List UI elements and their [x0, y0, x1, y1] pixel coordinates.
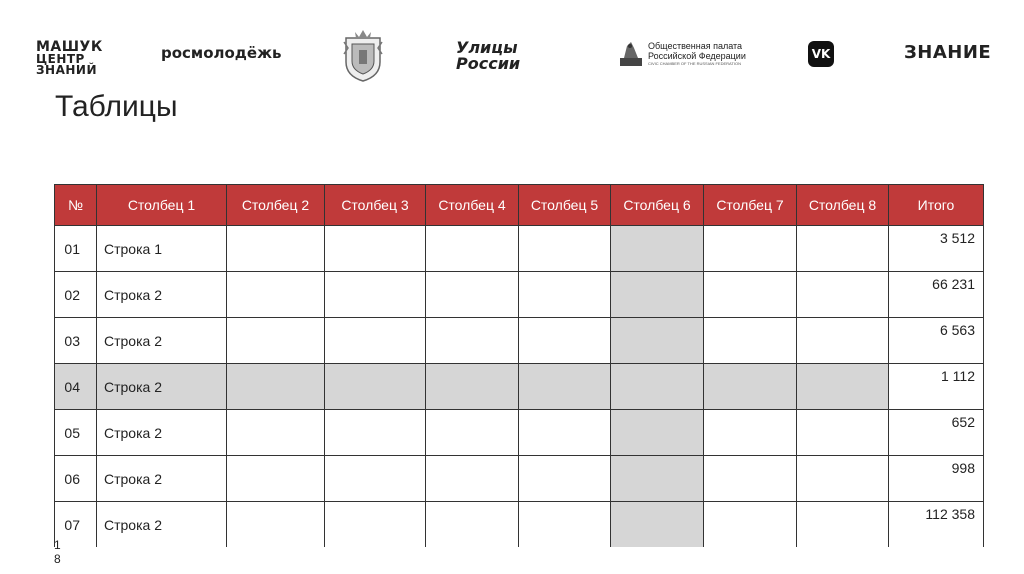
table-cell	[704, 364, 797, 410]
table-cell	[519, 226, 611, 272]
header-cell: Столбец 5	[519, 185, 611, 226]
data-table	[54, 184, 984, 547]
row-total: 6 563	[889, 318, 984, 364]
table-cell	[704, 226, 797, 272]
header-cell: №	[55, 185, 97, 226]
table-row	[55, 226, 984, 272]
table-cell	[426, 318, 519, 364]
table-cell	[325, 410, 426, 456]
row-number: 02	[55, 272, 97, 318]
row-number: 03	[55, 318, 97, 364]
table-cell	[797, 226, 889, 272]
table-cell	[611, 364, 704, 410]
row-label: Строка 2	[97, 318, 227, 364]
table-cell	[797, 502, 889, 548]
row-label: Строка 1	[97, 226, 227, 272]
table-cell	[227, 456, 325, 502]
row-number: 01	[55, 226, 97, 272]
table-cell	[227, 272, 325, 318]
row-label: Строка 2	[97, 410, 227, 456]
table-row	[55, 502, 984, 548]
znanie-logo: ЗНАНИЕ	[904, 42, 992, 63]
mashuk-logo: МАШУК ЦЕНТР ЗНАНИЙ	[36, 39, 103, 77]
table-cell	[797, 410, 889, 456]
table-header-row	[55, 185, 984, 226]
table-cell	[426, 272, 519, 318]
ulitsy-rossii-logo: Улицы России	[456, 38, 521, 73]
table-cell	[426, 456, 519, 502]
row-total: 1 112	[889, 364, 984, 410]
row-total: 998	[889, 456, 984, 502]
table-cell	[611, 502, 704, 548]
table-cell	[704, 456, 797, 502]
table-cell	[325, 226, 426, 272]
table-cell	[519, 410, 611, 456]
header-cell: Столбец 3	[325, 185, 426, 226]
table-cell	[227, 502, 325, 548]
table-cell	[519, 502, 611, 548]
header-cell: Столбец 8	[797, 185, 889, 226]
table-row-highlighted	[55, 364, 984, 410]
table-cell	[426, 410, 519, 456]
row-number: 06	[55, 456, 97, 502]
row-number: 04	[55, 364, 97, 410]
row-total: 112 358	[889, 502, 984, 548]
table-cell	[325, 318, 426, 364]
table-cell	[704, 502, 797, 548]
table-cell	[797, 272, 889, 318]
table-cell	[519, 364, 611, 410]
table-row	[55, 410, 984, 456]
rosmolodezh-logo: росмолодёжь	[161, 44, 282, 62]
table-row	[55, 272, 984, 318]
row-label: Строка 2	[97, 364, 227, 410]
table-cell	[797, 318, 889, 364]
table-cell	[611, 410, 704, 456]
coat-of-arms-icon	[342, 28, 384, 82]
vk-logo: VK	[808, 41, 834, 67]
table-cell	[797, 364, 889, 410]
table-cell	[426, 502, 519, 548]
table-cell	[325, 456, 426, 502]
page-title: Таблицы	[55, 90, 178, 123]
table-cell	[325, 502, 426, 548]
table-cell	[227, 364, 325, 410]
table-cell	[797, 456, 889, 502]
header-cell: Столбец 4	[426, 185, 519, 226]
row-total: 66 231	[889, 272, 984, 318]
table-cell	[519, 272, 611, 318]
header-cell: Итого	[889, 185, 984, 226]
table-cell	[227, 410, 325, 456]
header-cell: Столбец 2	[227, 185, 325, 226]
row-total: 652	[889, 410, 984, 456]
public-chamber-emblem-icon	[618, 40, 644, 68]
table-row	[55, 456, 984, 502]
table-cell	[704, 410, 797, 456]
table-cell	[611, 272, 704, 318]
public-chamber-logo: Общественная палата Российской Федерации CIVIC CHAMBER OF THE RUSSIAN FEDERATION	[618, 40, 746, 68]
header-cell: Столбец 1	[97, 185, 227, 226]
header-cell: Столбец 6	[611, 185, 704, 226]
table-cell	[611, 226, 704, 272]
table-cell	[325, 364, 426, 410]
logo-bar	[0, 28, 1024, 84]
table-row	[55, 318, 984, 364]
row-label: Строка 2	[97, 272, 227, 318]
table-cell	[325, 272, 426, 318]
table-cell	[704, 272, 797, 318]
row-number: 07	[55, 502, 97, 548]
table-cell	[426, 364, 519, 410]
row-number: 05	[55, 410, 97, 456]
header-cell: Столбец 7	[704, 185, 797, 226]
row-label: Строка 2	[97, 456, 227, 502]
row-total: 3 512	[889, 226, 984, 272]
table-cell	[426, 226, 519, 272]
table-cell	[227, 318, 325, 364]
table-cell	[519, 456, 611, 502]
table-cell	[704, 318, 797, 364]
table-cell	[611, 456, 704, 502]
table-cell	[611, 318, 704, 364]
page-number: 18	[54, 538, 61, 566]
row-label: Строка 2	[97, 502, 227, 548]
table-cell	[227, 226, 325, 272]
table-cell	[519, 318, 611, 364]
